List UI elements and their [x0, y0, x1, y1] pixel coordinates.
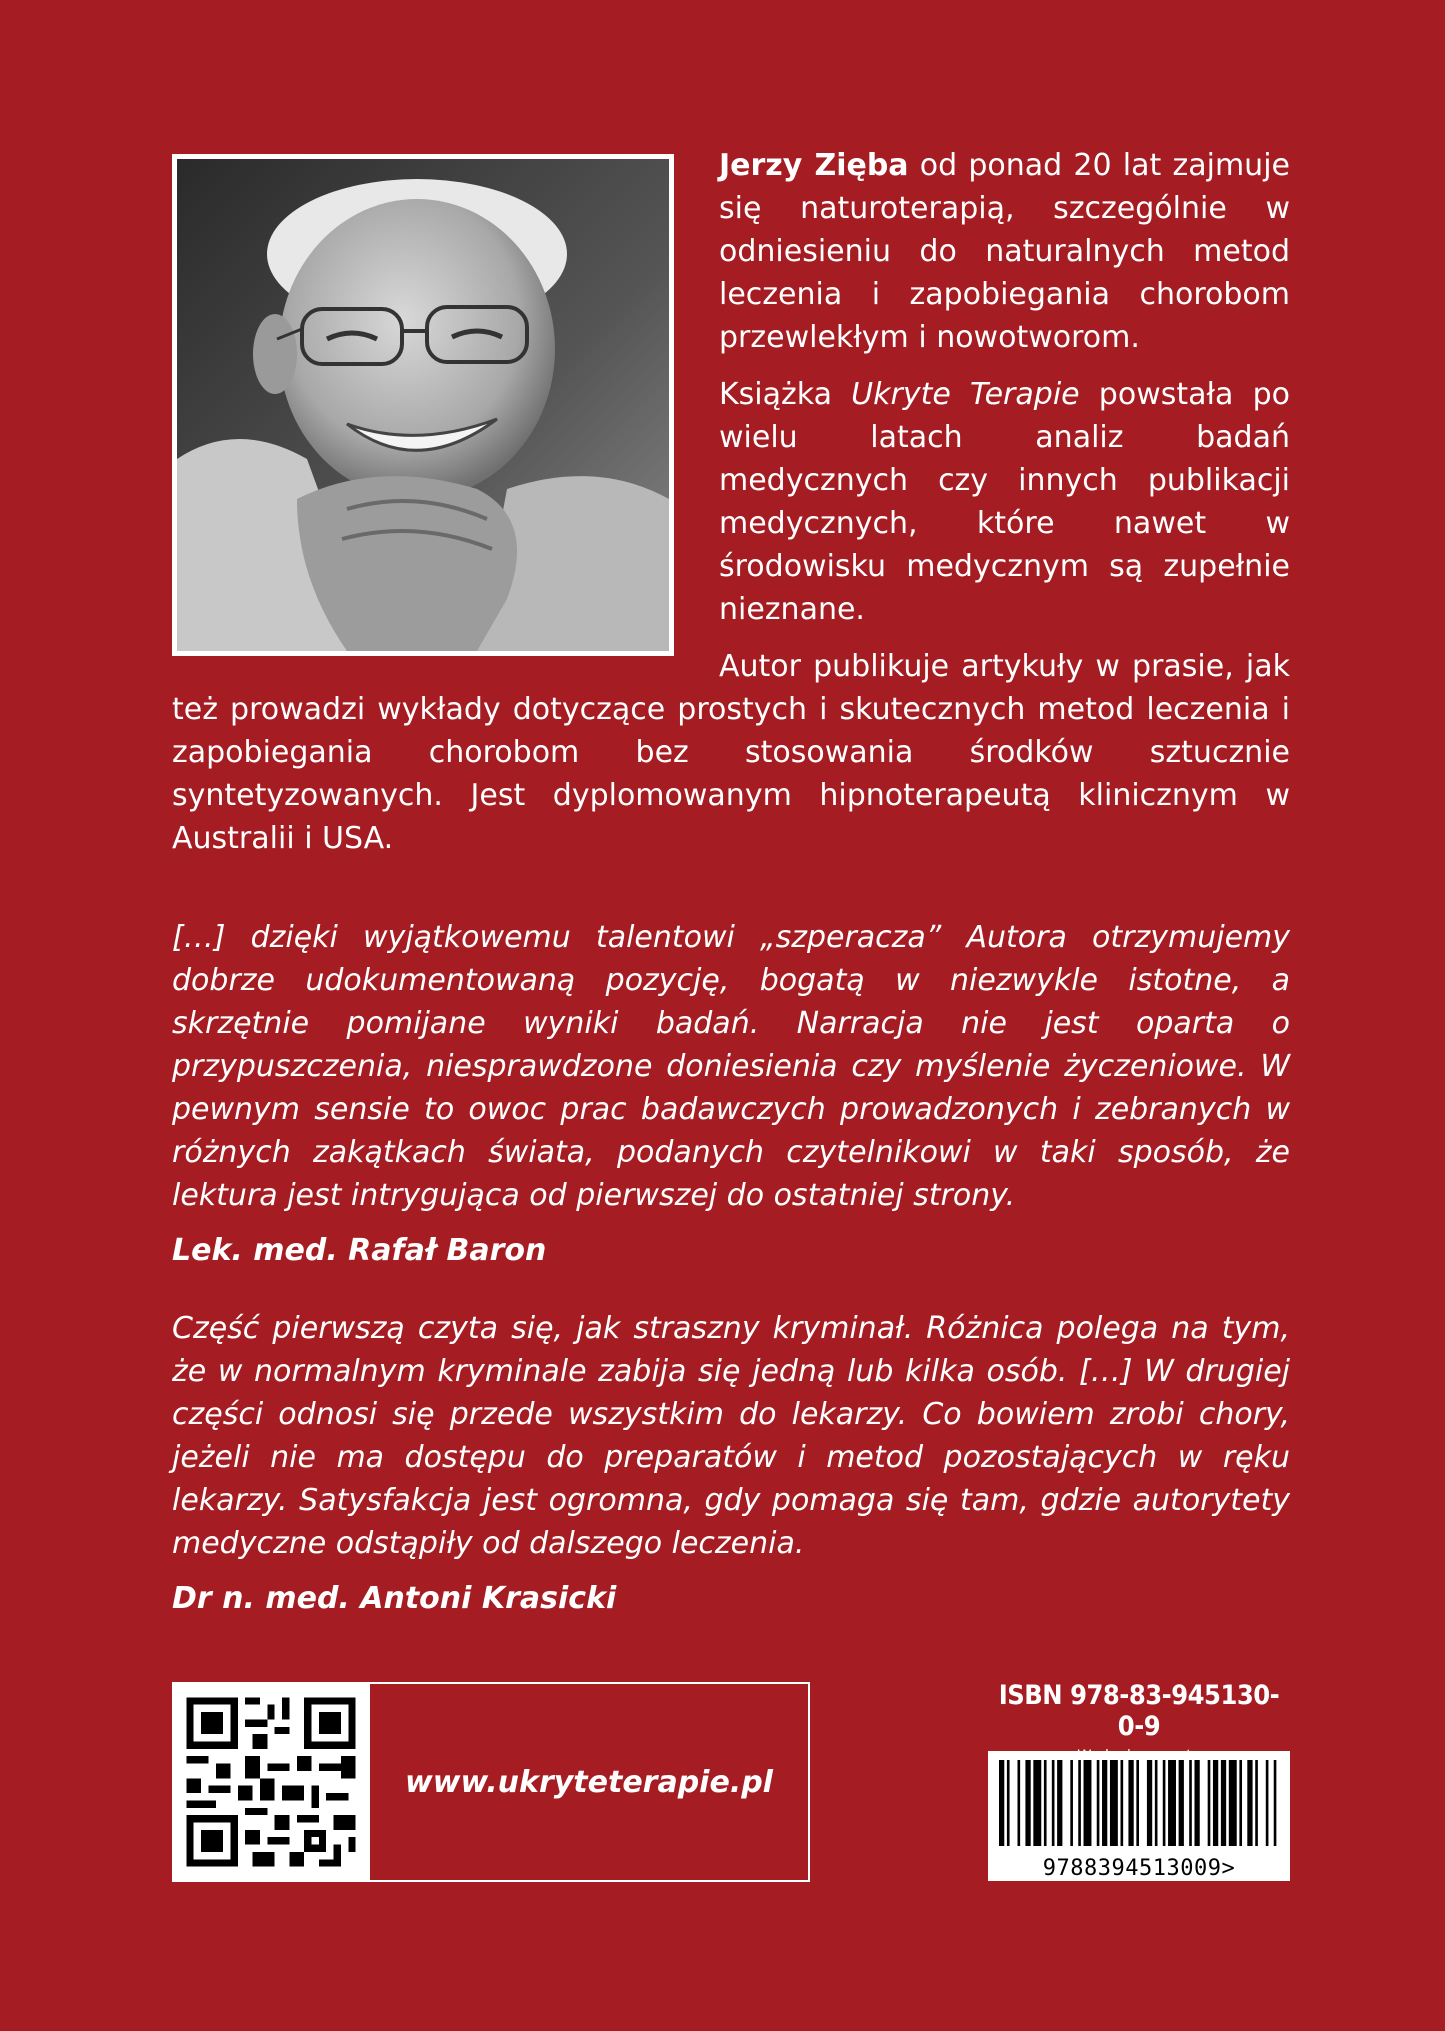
- barcode-bar: [1136, 1760, 1139, 1846]
- barcode: [988, 1751, 1290, 1881]
- barcode-bar: [1057, 1760, 1062, 1846]
- barcode-bar: [1052, 1760, 1055, 1846]
- barcode-bar: [1102, 1760, 1107, 1846]
- barcode-bar: [1044, 1760, 1047, 1846]
- barcode-bar: [1017, 1760, 1020, 1846]
- barcode-bar: [1163, 1760, 1166, 1846]
- review-1: [172, 916, 1290, 1272]
- barcode-bar: [1229, 1760, 1237, 1846]
- book-title: Ukryte Terapie: [851, 377, 1080, 412]
- website-link[interactable]: www.ukryteterapie.pl: [405, 1764, 773, 1800]
- barcode-bar: [1189, 1760, 1192, 1846]
- barcode-bar: [1247, 1760, 1252, 1846]
- barcode-bar: [1255, 1760, 1258, 1846]
- barcode-bar: [1155, 1760, 1158, 1846]
- barcode-bar: [1179, 1760, 1184, 1846]
- website-link-area: [370, 1684, 808, 1880]
- review-quote: […] dzięki wyjątkowemu talentowi „szperacza” Autora otrzymujemy dobrze udokumentowaną pozycję, bogatą w niezwykle istotne, a skrzętnie pomijane wyniki badań. Narracja nie jest oparta o przypuszczenia, niesprawdzone doniesienia czy myślenie życzeniowe. W pewnym sensie to owoc prac badawczych prowadzonych i zebranych w różnych zakątkach świata, podanych czytelnikowi w taki sposób, że lektura jest intrygująca od pierwszej do ostatniej strony.: [172, 920, 1290, 1213]
- author-name: Jerzy Zięba: [719, 148, 909, 183]
- barcode-bar: [1128, 1760, 1133, 1846]
- barcode-bar: [1239, 1760, 1242, 1846]
- barcode-bar: [1208, 1760, 1211, 1846]
- bio-paragraph-3: Autor publikuje artykuły w prasie, jak też prowadzi wykłady dotyczące prostych i skutecznych metod leczenia i zapobiegania chorobom bez stosowania środków sztucznie syntetyzowanych. Jest dyplomowanym hipnoterapeutą klinicznym w Australii i USA.: [172, 649, 1290, 856]
- barcode-bar: [1110, 1760, 1118, 1846]
- isbn-number: ISBN 978-83-945130-0-9: [998, 1680, 1280, 1742]
- review-quote: Część pierwszą czyta się, jak straszny kryminał. Różnica polega na tym, że w normalnym kryminale zabija się jedną lub kilka osób. […] W drugiej części odnosi się przede wszystkim do lekarzy. Co bowiem zrobi chory, jeżeli nie ma dostępu do preparatów i metod pozostających w ręku lekarzy. Satysfakcja jest ogromna, gdy pomaga się tam, gdzie autorytety medyczne odstąpiły od dalszego leczenia.: [172, 1311, 1290, 1561]
- barcode-bar: [1070, 1760, 1073, 1846]
- barcode-bar: [1033, 1760, 1041, 1846]
- barcode-bar: [999, 1760, 1004, 1846]
- review-author: Dr n. med. Antoni Krasicki: [172, 1581, 617, 1616]
- barcode-bar: [1025, 1760, 1030, 1846]
- qr-code-icon[interactable]: [179, 1689, 363, 1875]
- barcode-bar: [1078, 1760, 1081, 1846]
- barcode-icon: [999, 1760, 1279, 1846]
- barcode-bar: [1097, 1760, 1100, 1846]
- bio-paragraph-1: Jerzy Zięba od ponad 20 lat zajmuje się naturoterapią, szczególnie w odniesieniu do naturalnych metod leczenia i zapobiegania chorobom przewlekłym i nowotworom.: [719, 148, 1290, 355]
- barcode-bar: [1213, 1760, 1218, 1846]
- bio-paragraph-2: Książka Ukryte Terapie powstała po wielu latach analiz badań medycznych czy innych publikacji medycznych, które nawet w środowisku medycznym są zupełnie nieznane.: [719, 377, 1290, 627]
- website-box: [172, 1682, 810, 1882]
- author-bio: [172, 144, 1290, 874]
- barcode-bar: [1007, 1760, 1010, 1846]
- barcode-bar: [1168, 1760, 1176, 1846]
- barcode-digits: 9788394513009>: [1042, 1856, 1236, 1881]
- review-author: Lek. med. Rafał Baron: [172, 1233, 547, 1268]
- barcode-bar: [1147, 1760, 1152, 1846]
- barcode-bar: [1194, 1760, 1199, 1846]
- barcode-bar: [1266, 1760, 1269, 1846]
- review-2: [172, 1307, 1290, 1620]
- barcode-bar: [1274, 1760, 1277, 1846]
- barcode-bar: [1221, 1760, 1226, 1846]
- barcode-bar: [1121, 1760, 1124, 1846]
- barcode-bar: [1084, 1760, 1092, 1846]
